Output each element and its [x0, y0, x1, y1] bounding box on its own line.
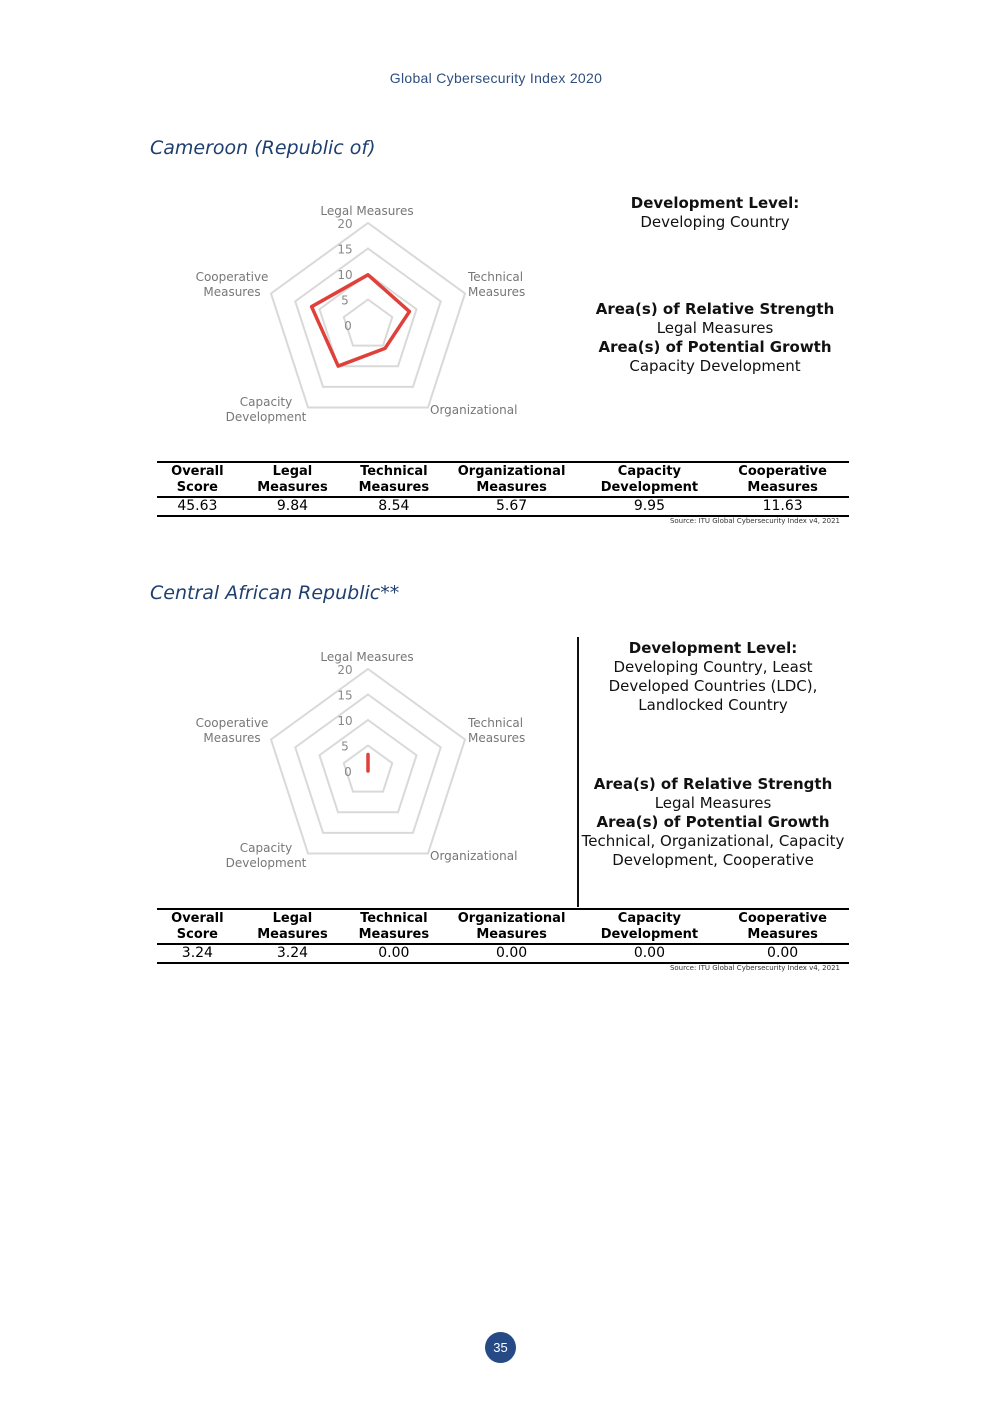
col-overall-score: Overall Score — [157, 462, 238, 497]
tick-label: 5 — [341, 739, 349, 754]
capacity-development-value: 0.00 — [583, 944, 717, 963]
dev-level-value-line: Developing Country, Least — [613, 658, 813, 676]
radar-chart-svg — [170, 195, 550, 445]
growth-value: Capacity Development — [629, 357, 801, 375]
radar-chart-svg — [170, 641, 550, 891]
col-technical-measures: Technical Measures — [347, 909, 440, 944]
col-capacity-development: Capacity Development — [583, 462, 717, 497]
tick-label: 5 — [341, 293, 349, 308]
col-organizational-measures: Organizational Measures — [441, 909, 583, 944]
strength-label: Area(s) of Relative Strength — [595, 300, 835, 318]
strength-value: Legal Measures — [654, 794, 772, 812]
dev-level-label: Development Level: — [628, 639, 798, 657]
country-title: Central African Republic** — [150, 582, 400, 604]
col-overall-score: Overall Score — [157, 909, 238, 944]
axis-label: Legal Measures — [320, 650, 414, 664]
col-legal-measures: Legal Measures — [238, 462, 347, 497]
growth-label: Area(s) of Potential Growth — [598, 338, 832, 356]
organizational-measures-value: 5.67 — [441, 497, 583, 516]
axis-label: Technical Measures — [468, 716, 526, 745]
tick-label: 10 — [337, 714, 353, 728]
tick-label: 20 — [337, 217, 353, 231]
technical-measures-value: 8.54 — [347, 497, 440, 516]
radar-chart — [170, 641, 550, 891]
axis-label: Technical Measures — [468, 270, 526, 299]
score-table — [157, 908, 849, 964]
dev-level-value-line: Landlocked Country — [638, 696, 788, 714]
col-cooperative-measures: Cooperative Measures — [716, 909, 849, 944]
growth-value-line: Technical, Organizational, Capacity — [581, 832, 845, 850]
col-organizational-measures: Organizational Measures — [441, 462, 583, 497]
axis-label: Organizational — [430, 403, 518, 417]
growth-label: Area(s) of Potential Growth — [596, 813, 830, 831]
overall-score-value: 3.24 — [157, 944, 238, 963]
legal-measures-value: 3.24 — [238, 944, 347, 963]
capacity-development-value: 9.95 — [583, 497, 717, 516]
tick-label: 15 — [337, 242, 353, 257]
country-title: Cameroon (Republic of) — [150, 137, 376, 159]
technical-measures-value: 0.00 — [347, 944, 440, 963]
axis-label: Capacity Development — [225, 841, 307, 870]
source-note: Source: ITU Global Cybersecurity Index v4, 2021 — [669, 964, 840, 972]
col-cooperative-measures: Cooperative Measures — [716, 462, 849, 497]
organizational-measures-value: 0.00 — [441, 944, 583, 963]
col-capacity-development: Capacity Development — [583, 909, 717, 944]
info-panel — [580, 194, 850, 376]
tick-label: 15 — [337, 688, 353, 703]
legal-measures-value: 9.84 — [238, 497, 347, 516]
tick-label: 0 — [344, 319, 352, 333]
tick-label: 0 — [344, 765, 352, 779]
strength-value: Legal Measures — [656, 319, 774, 337]
page-number: 35 — [485, 1332, 516, 1363]
dev-level-label: Development Level: — [630, 194, 800, 212]
axis-label: Legal Measures — [320, 204, 414, 218]
running-header: Global Cybersecurity Index 2020 — [389, 70, 603, 86]
dev-level-value-line: Developed Countries (LDC), — [608, 677, 818, 695]
strength-label: Area(s) of Relative Strength — [593, 775, 833, 793]
score-table-row — [157, 944, 849, 963]
tick-label: 20 — [337, 663, 353, 677]
col-technical-measures: Technical Measures — [347, 462, 440, 497]
axis-label: Cooperative Measures — [195, 270, 269, 299]
overall-score-value: 45.63 — [157, 497, 238, 516]
axis-label: Organizational — [430, 849, 518, 863]
score-table — [157, 461, 849, 517]
axis-label: Cooperative Measures — [195, 716, 269, 745]
cooperative-measures-value: 11.63 — [716, 497, 849, 516]
data-series — [312, 275, 410, 366]
score-table-header-row — [157, 909, 849, 944]
tick-label: 10 — [337, 268, 353, 282]
source-note: Source: ITU Global Cybersecurity Index v4, 2021 — [669, 517, 840, 525]
score-table-header-row — [157, 462, 849, 497]
cooperative-measures-value: 0.00 — [716, 944, 849, 963]
score-table-row — [157, 497, 849, 516]
info-panel — [578, 639, 848, 870]
col-legal-measures: Legal Measures — [238, 909, 347, 944]
radar-chart — [170, 195, 550, 445]
growth-value-line: Development, Cooperative — [612, 851, 814, 869]
axis-label: Capacity Development — [225, 395, 307, 424]
dev-level-value: Developing Country — [640, 213, 790, 231]
